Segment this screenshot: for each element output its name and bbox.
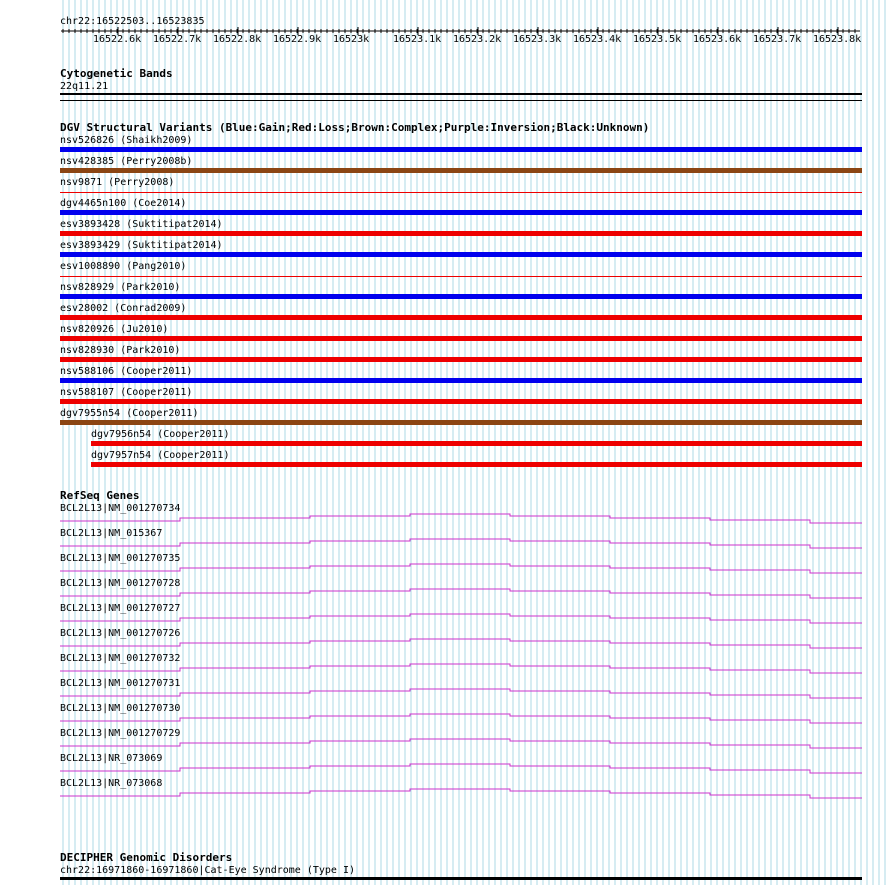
dgv-variant-label[interactable]: nsv588106 (Cooper2011) bbox=[60, 366, 193, 377]
gene-model[interactable] bbox=[0, 586, 890, 600]
decipher-entry-label[interactable]: chr22:16971860-16971860|Cat-Eye Syndrome (Type I) bbox=[60, 865, 356, 876]
gene-model[interactable] bbox=[0, 786, 890, 800]
dgv-variant-bar[interactable] bbox=[60, 357, 862, 362]
dgv-variant-bar[interactable] bbox=[60, 252, 862, 257]
cytoband-label[interactable]: 22q11.21 bbox=[60, 81, 109, 92]
gene-model[interactable] bbox=[0, 561, 890, 575]
dgv-variant-label[interactable]: esv3893429 (Suktitipat2014) bbox=[60, 240, 223, 251]
gene-label[interactable]: BCL2L13|NM_001270731 bbox=[60, 678, 181, 689]
gene-model[interactable] bbox=[0, 711, 890, 725]
ruler-tick-label: 16523k bbox=[333, 34, 370, 45]
dgv-variant-bar[interactable] bbox=[60, 315, 862, 320]
dgv-variant-label[interactable]: dgv7957n54 (Cooper2011) bbox=[91, 450, 230, 461]
ruler-tick-label: 16522.7k bbox=[153, 34, 202, 45]
decipher-bar[interactable] bbox=[60, 877, 862, 880]
ruler-tick-label: 16523.5k bbox=[633, 34, 682, 45]
dgv-variant-bar[interactable] bbox=[60, 192, 862, 193]
ruler-tick-label: 16523.7k bbox=[753, 34, 802, 45]
ruler-tick-label: 16523.2k bbox=[453, 34, 502, 45]
gene-label[interactable]: BCL2L13|NM_015367 bbox=[60, 528, 163, 539]
dgv-variant-label[interactable]: dgv4465n100 (Coe2014) bbox=[60, 198, 187, 209]
dgv-variant-bar[interactable] bbox=[60, 168, 862, 173]
gene-label[interactable]: BCL2L13|NM_001270730 bbox=[60, 703, 181, 714]
dgv-variant-label[interactable]: nsv828930 (Park2010) bbox=[60, 345, 181, 356]
dgv-variant-bar[interactable] bbox=[91, 441, 862, 446]
dgv-variant-bar[interactable] bbox=[60, 294, 862, 299]
dgv-variant-label[interactable]: nsv828929 (Park2010) bbox=[60, 282, 181, 293]
dgv-variant-label[interactable]: esv1008890 (Pang2010) bbox=[60, 261, 187, 272]
ruler-tick-label: 16522.8k bbox=[213, 34, 262, 45]
dgv-track-title: DGV Structural Variants (Blue:Gain;Red:Loss;Brown:Complex;Purple:Inversion;Black:Unknown) bbox=[60, 121, 650, 134]
gene-label[interactable]: BCL2L13|NM_001270732 bbox=[60, 653, 181, 664]
dgv-variant-label[interactable]: nsv428385 (Perry2008b) bbox=[60, 156, 193, 167]
dgv-variant-bar[interactable] bbox=[91, 462, 862, 467]
gene-model[interactable] bbox=[0, 761, 890, 775]
gene-label[interactable]: BCL2L13|NM_001270726 bbox=[60, 628, 181, 639]
gene-label[interactable]: BCL2L13|NM_001270727 bbox=[60, 603, 181, 614]
dgv-variant-label[interactable]: esv28002 (Conrad2009) bbox=[60, 303, 187, 314]
dgv-variant-label[interactable]: nsv820926 (Ju2010) bbox=[60, 324, 169, 335]
gene-model[interactable] bbox=[0, 636, 890, 650]
gene-label[interactable]: BCL2L13|NM_001270729 bbox=[60, 728, 181, 739]
gene-label[interactable]: BCL2L13|NM_001270735 bbox=[60, 553, 181, 564]
cytoband-separator bbox=[60, 100, 862, 101]
gene-model[interactable] bbox=[0, 536, 890, 550]
gene-label[interactable]: BCL2L13|NR_073069 bbox=[60, 753, 163, 764]
gene-model[interactable] bbox=[0, 736, 890, 750]
dgv-variant-label[interactable]: nsv9871 (Perry2008) bbox=[60, 177, 175, 188]
dgv-variant-bar[interactable] bbox=[60, 231, 862, 236]
decipher-track-title: DECIPHER Genomic Disorders bbox=[60, 851, 233, 864]
cytoband-bar[interactable] bbox=[60, 93, 862, 95]
ruler-tick-label: 16523.8k bbox=[813, 34, 862, 45]
ruler-tick-label: 16522.6k bbox=[93, 34, 142, 45]
ruler-tick-label: 16523.1k bbox=[393, 34, 442, 45]
gene-label[interactable]: BCL2L13|NR_073068 bbox=[60, 778, 163, 789]
gene-model[interactable] bbox=[0, 686, 890, 700]
dgv-variant-label[interactable]: nsv526826 (Shaikh2009) bbox=[60, 135, 193, 146]
dgv-variant-bar[interactable] bbox=[60, 420, 862, 425]
dgv-variant-label[interactable]: esv3893428 (Suktitipat2014) bbox=[60, 219, 223, 230]
dgv-variant-bar[interactable] bbox=[60, 147, 862, 152]
gene-model[interactable] bbox=[0, 661, 890, 675]
gene-label[interactable]: BCL2L13|NM_001270734 bbox=[60, 503, 181, 514]
dgv-variant-label[interactable]: dgv7956n54 (Cooper2011) bbox=[91, 429, 230, 440]
gene-label[interactable]: BCL2L13|NM_001270728 bbox=[60, 578, 181, 589]
ruler-tick-label: 16522.9k bbox=[273, 34, 322, 45]
gene-model[interactable] bbox=[0, 511, 890, 525]
ruler-tick-label: 16523.6k bbox=[693, 34, 742, 45]
cytoband-track-title: Cytogenetic Bands bbox=[60, 67, 173, 80]
ruler-tick-label: 16523.3k bbox=[513, 34, 562, 45]
dgv-variant-bar[interactable] bbox=[60, 399, 862, 404]
ruler-tick-label: 16523.4k bbox=[573, 34, 622, 45]
dgv-variant-bar[interactable] bbox=[60, 378, 862, 383]
dgv-variant-bar[interactable] bbox=[60, 210, 862, 215]
gene-model[interactable] bbox=[0, 611, 890, 625]
dgv-variant-label[interactable]: dgv7955n54 (Cooper2011) bbox=[60, 408, 199, 419]
refseq-track-title: RefSeq Genes bbox=[60, 489, 140, 502]
dgv-variant-label[interactable]: nsv588107 (Cooper2011) bbox=[60, 387, 193, 398]
dgv-variant-bar[interactable] bbox=[60, 336, 862, 341]
coordinate-label: chr22:16522503..16523835 bbox=[60, 16, 205, 27]
dgv-variant-bar[interactable] bbox=[60, 276, 862, 277]
